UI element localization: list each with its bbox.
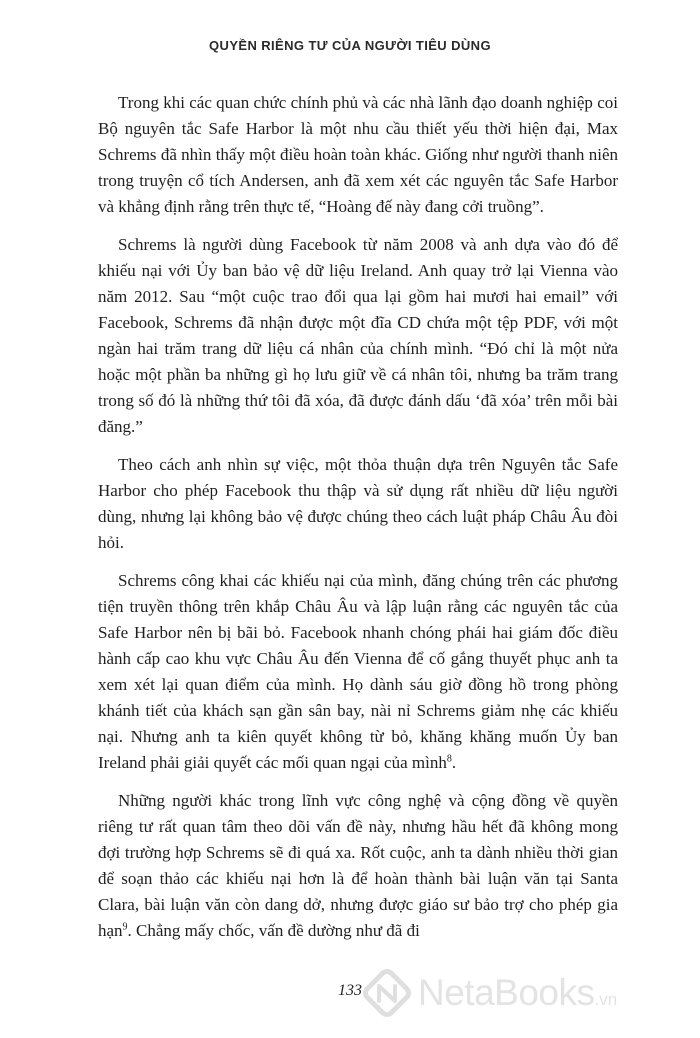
footnote-marker: 9	[122, 921, 128, 933]
netabooks-logo-icon	[362, 968, 412, 1018]
paragraph-text: Schrems là người dùng Facebook từ năm 2008 và anh dựa vào đó để khiếu nại với Ủy ban bảo vệ dữ liệu Ireland. Anh quay trở lại Vienna vào năm 2012. Sau “một cuộc trao đổi qua lại gồm hai mươi hai email” với Facebook, Schrems đã nhận được một đĩa CD chứa một tệp PDF, với một ngàn hai trăm trang dữ liệu cá nhân của chính mình. “Đó chỉ là một nửa hoặc một phần ba những gì họ lưu giữ về cá nhân tôi, nhưng ba trăm trang trong số đó là những thứ tôi đã xóa, đã được đánh dấu ‘đã xóa’ trên mỗi bài đăng.”	[98, 235, 618, 436]
paragraph-5	[98, 788, 618, 944]
paragraph-tail: .	[451, 753, 457, 772]
paragraph-text: Trong khi các quan chức chính phủ và các nhà lãnh đạo doanh nghiệp coi Bộ nguyên tắc Safe Harbor là một nhu cầu thiết yếu thời hiện đại, Max Schrems đã nhìn thấy một điều hoàn toàn khác. Giống như người thanh niên trong truyện cổ tích Andersen, anh đã xem xét các nguyên tắc Safe Harbor và khẳng định rằng trên thực tế, “Hoàng đế này đang cởi truồng”.	[98, 93, 618, 216]
body-text	[98, 90, 618, 956]
paragraph-tail: . Chẳng mấy chốc, vấn đề dường như đã đi	[127, 921, 420, 940]
paragraph-3	[98, 452, 618, 556]
watermark-text	[418, 972, 617, 1014]
watermark	[362, 964, 692, 1022]
paragraph-2	[98, 232, 618, 440]
paragraph-text: Những người khác trong lĩnh vực công nghệ và cộng đồng về quyền riêng tư rất quan tâm theo dõi vấn đề này, nhưng hầu hết đã không mong đợi trường hợp Schrems sẽ đi quá xa. Rốt cuộc, anh ta dành nhiều thời gian để soạn thảo các khiếu nại hơn là để hoàn thành bài luận văn tại Santa Clara, bài luận văn còn dang dở, nhưng được giáo sư bảo trợ cho phép gia hạn	[98, 791, 618, 940]
paragraph-1	[98, 90, 618, 220]
paragraph-text: Schrems công khai các khiếu nại của mình, đăng chúng trên các phương tiện truyền thông trên khắp Châu Âu và lập luận rằng các nguyên tắc của Safe Harbor nên bị bãi bỏ. Facebook nhanh chóng phái hai giám đốc điều hành cấp cao khu vực Châu Âu đến Vienna để cố gắng thuyết phục anh ta xem xét lại quan điểm của mình. Họ dành sáu giờ đồng hồ trong phòng khánh tiết của khách sạn gần sân bay, nài nỉ Schrems giảm nhẹ các khiếu nại. Nhưng anh ta kiên quyết không từ bỏ, khăng khăng muốn Ủy ban Ireland phải giải quyết các mối quan ngại của mình	[98, 571, 618, 772]
paragraph-text: Theo cách anh nhìn sự việc, một thỏa thuận dựa trên Nguyên tắc Safe Harbor cho phép Facebook thu thập và sử dụng rất nhiều dữ liệu người dùng, nhưng lại không bảo vệ được chúng theo cách luật pháp Châu Âu đòi hỏi.	[98, 455, 618, 552]
paragraph-4	[98, 568, 618, 776]
watermark-brand: NetaBooks	[418, 972, 595, 1013]
page-number: 133	[338, 982, 362, 999]
running-header: QUYỀN RIÊNG TƯ CỦA NGƯỜI TIÊU DÙNG	[209, 38, 491, 53]
footnote-marker: 8	[446, 753, 452, 765]
watermark-suffix: .vn	[594, 990, 618, 1009]
